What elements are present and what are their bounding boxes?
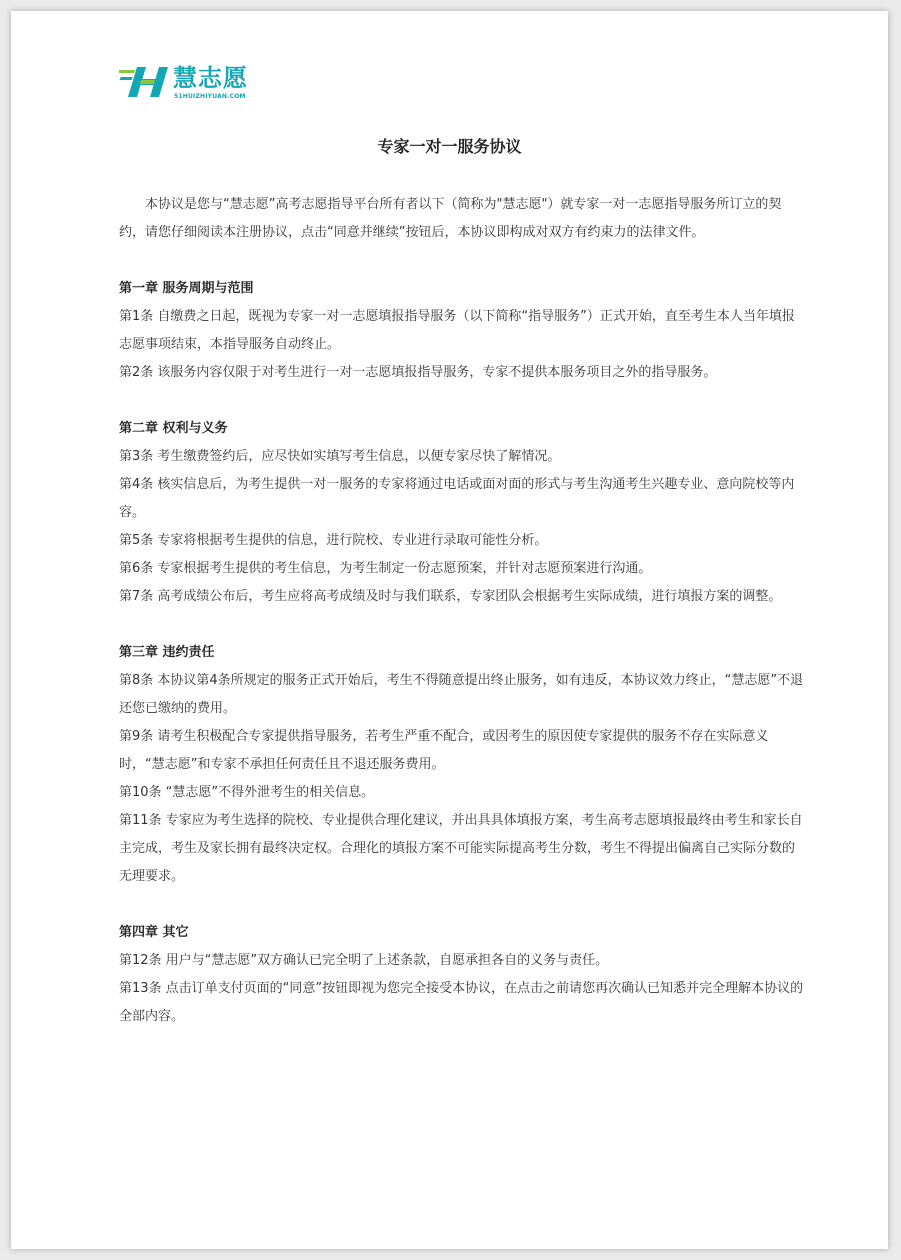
clause-6: 第6条 专家根据考生提供的考生信息，为考生制定一份志愿预案，并针对志愿预案进行沟通。	[119, 561, 652, 576]
clause-12: 第12条 用户与“慧志愿”双方确认已完全明了上述条款，自愿承担各自的义务与责任。	[119, 953, 609, 968]
chapter-2	[119, 415, 805, 611]
brand-logo	[119, 63, 259, 103]
chapter-title: 第一章 服务周期与范围	[119, 281, 254, 296]
intro-paragraph: 本协议是您与“慧志愿”高考志愿指导平台所有者以下（简称为"慧志愿"）就专家一对一志愿指导服务所订立的契约，请您仔细阅读本注册协议，点击“同意并继续”按钮后，本协议即构成对双方有约束力的法律文件。	[119, 197, 782, 240]
document-page	[11, 11, 888, 1249]
clause-4: 第4条 核实信息后，为考生提供一对一服务的专家将通过电话或面对面的形式与考生沟通考生兴趣专业、意向院校等内容。	[119, 477, 795, 520]
document-title: 专家一对一服务协议	[377, 137, 522, 156]
clause-9: 第9条 请考生积极配合专家提供指导服务，若考生严重不配合，或因考生的原因使专家提供的服务不存在实际意义时，“慧志愿”和专家不承担任何责任且不退还服务费用。	[119, 729, 769, 772]
chapter-4	[119, 919, 805, 1031]
clause-7: 第7条 高考成绩公布后，考生应将高考成绩及时与我们联系，专家团队会根据考生实际成绩，进行填报方案的调整。	[119, 589, 782, 604]
chapter-3	[119, 639, 805, 891]
clause-11: 第11条 专家应为考生选择的院校、专业提供合理化建议，并出具具体填报方案，考生高考志愿填报最终由考生和家长自主完成，考生及家长拥有最终决定权。合理化的填报方案不可能实际提高考生分数，考生不得提出偏离自己实际分数的无理要求。	[119, 813, 803, 884]
clause-13: 第13条 点击订单支付页面的“同意”按钮即视为您完全接受本协议，在点击之前请您再次确认已知悉并完全理解本协议的全部内容。	[119, 981, 804, 1024]
clause-2: 第2条 该服务内容仅限于对考生进行一对一志愿填报指导服务，专家不提供本服务项目之外的指导服务。	[119, 365, 717, 380]
chapter-title: 第三章 违约责任	[119, 645, 215, 660]
brand-name: 慧志愿	[173, 64, 248, 92]
clause-10: 第10条 “慧志愿”不得外泄考生的相关信息。	[119, 785, 375, 800]
chapter-title: 第二章 权利与义务	[119, 421, 228, 436]
h-letter-logo-icon	[119, 65, 171, 99]
clause-8: 第8条 本协议第4条所规定的服务正式开始后，考生不得随意提出终止服务，如有违反，本协议效力终止，“慧志愿”不退还您已缴纳的费用。	[119, 673, 804, 716]
clause-3: 第3条 考生缴费签约后，应尽快如实填写考生信息，以便专家尽快了解情况。	[119, 449, 561, 464]
clause-1: 第1条 自缴费之日起，既视为专家一对一志愿填报指导服务（以下简称“指导服务”）正式开始，直至考生本人当年填报志愿事项结束，本指导服务自动终止。	[119, 309, 795, 352]
brand-url: 51HUIZHIYUAN.COM	[174, 93, 246, 100]
chapter-1	[119, 275, 805, 387]
clause-5: 第5条 专家将根据考生提供的信息，进行院校、专业进行录取可能性分析。	[119, 533, 548, 548]
agreement-body	[119, 191, 805, 1031]
chapter-title: 第四章 其它	[119, 925, 189, 940]
